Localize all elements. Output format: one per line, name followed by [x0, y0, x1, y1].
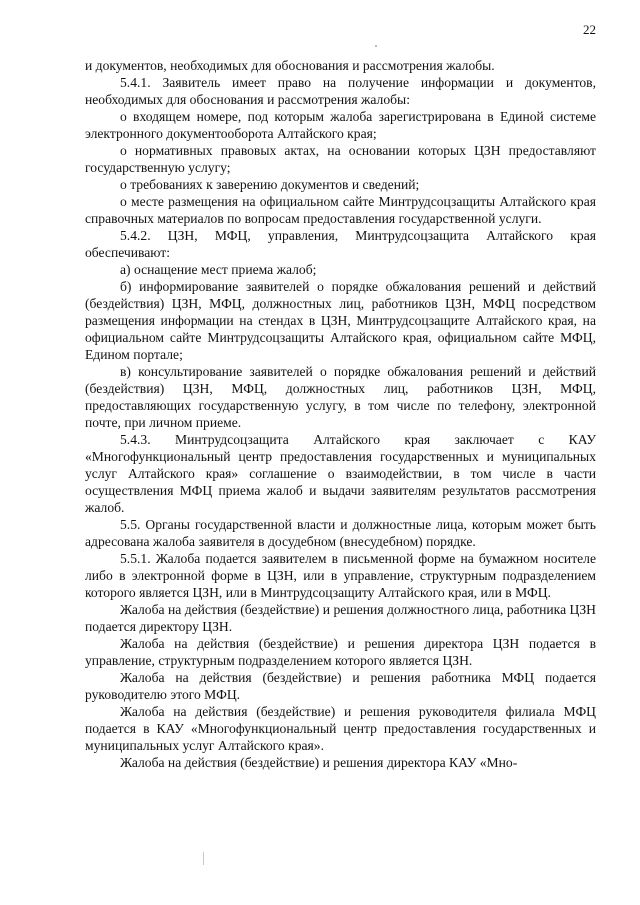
paragraph: 5.5.1. Жалоба подается заявителем в письменной форме на бумажном носителе либо в электронной форме в ЦЗН, или в управление, структурным подразделением которого является ЦЗН, или в Минтрудсоцзащиту Алтайского края, или в МФЦ.: [85, 551, 596, 600]
paragraph: Жалоба на действия (бездействие) и решения директора ЦЗН подается в управление, структурным подразделением которого является ЦЗН.: [85, 636, 596, 668]
paragraph: Жалоба на действия (бездействие) и решения работника МФЦ подается руководителю этого МФЦ.: [85, 670, 596, 702]
scan-mark: [203, 852, 204, 865]
paragraph: 5.4.3. Минтрудсоцзащита Алтайского края заключает с КАУ «Многофункциональный центр предоставления государственных и муниципальных услуг Алтайского края» соглашение о взаимодействии, в том числе в части осуществления МФЦ приема жалоб и выдачи заявителям результатов рассмотрения жалоб.: [85, 432, 596, 515]
paragraph: Жалоба на действия (бездействие) и решения директора КАУ «Мно-: [120, 755, 518, 770]
paragraph: 5.4.2. ЦЗН, МФЦ, управления, Минтрудсоцзащита Алтайского края обеспечивают:: [85, 228, 596, 260]
paragraph: б) информирование заявителей о порядке обжалования решений и действий (бездействия) ЦЗН, МФЦ, должностных лиц, работников ЦЗН, МФЦ посредством размещения информации на стендах в ЦЗН, Минтрудсоцзащите Алтайского края, на официальном сайте Минтрудсоцзащиты Алтайского края, официальном сайте МФЦ, Едином портале;: [85, 279, 596, 362]
paragraph: 5.4.1. Заявитель имеет право на получение информации и документов, необходимых для обоснования и рассмотрения жалобы:: [85, 75, 596, 107]
paragraph: в) консультирование заявителей о порядке обжалования решений и действий (бездействия) ЦЗН, МФЦ, должностных лиц, работников ЦЗН, МФЦ, предоставляющих государственную услугу, в том числе по телефону, электронной почте, при личном приеме.: [85, 364, 596, 430]
paragraph: Жалоба на действия (бездействие) и решения руководителя филиала МФЦ подается в КАУ «Многофункциональный центр предоставления государственных и муниципальных услуг Алтайского края».: [85, 704, 596, 753]
paragraph: о входящем номере, под которым жалоба зарегистрирована в Единой системе электронного документооборота Алтайского края;: [85, 109, 596, 141]
paragraph: 5.5. Органы государственной власти и должностные лица, которым может быть адресована жалоба заявителя в досудебном (внесудебном) порядке.: [85, 517, 596, 549]
paragraph: Жалоба на действия (бездействие) и решения должностного лица, работника ЦЗН подается директору ЦЗН.: [85, 602, 596, 634]
scan-speck: [375, 45, 377, 47]
paragraph: а) оснащение мест приема жалоб;: [120, 262, 317, 277]
paragraph: о месте размещения на официальном сайте Минтрудсоцзащиты Алтайского края справочных материалов по вопросам предоставления государственной услуги.: [85, 194, 596, 226]
page-number: 22: [583, 22, 596, 37]
paragraph: о требованиях к заверению документов и сведений;: [120, 177, 420, 192]
document-body: [85, 57, 596, 771]
paragraph: и документов, необходимых для обоснования и рассмотрения жалобы.: [85, 58, 495, 73]
paragraph: о нормативных правовых актах, на основании которых ЦЗН предоставляют государственную услугу;: [85, 143, 596, 175]
